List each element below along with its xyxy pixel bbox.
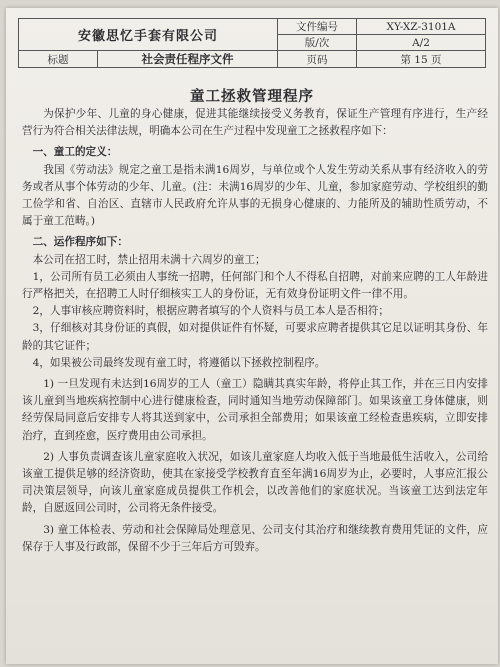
hiring-rule: 本公司在招工时，禁止招用未满十六周岁的童工；: [32, 253, 266, 266]
document-body: [22, 106, 488, 556]
doc-number: XY-XZ-3101A: [357, 19, 486, 35]
version-label: 版/次: [278, 35, 357, 51]
intro-paragraph: 为保护少年、儿童的身心健康，促进其能继续接受义务教育，保证生产管理有序进行，生产经营行为符合相关法律法规，明确本公司在生产过程中发现童工之拯救程序如下：: [22, 108, 488, 138]
procedure-item: 1，公司所有员工必须由人事统一招聘，任何部门和个人不得私自招聘，对前来应聘的工人年龄进行严格把关，在招聘工人时仔细核实工人的身份证，无有效身份证明文件一律不用。: [22, 270, 488, 301]
section-2-heading: 二、运作程序如下：: [32, 236, 128, 249]
document-page: [6, 8, 498, 664]
procedure-item: 2，人事审核应聘资料时，根据应聘者填写的个人资料与员工本人是否相符；: [32, 305, 389, 318]
version-value: A/2: [357, 35, 486, 51]
rescue-step: 1) 一旦发现有未达到16周岁的工人（童工）隐瞒其真实年龄，将停止其工作，并在三日内安排该儿童到当地疾病控制中心进行健康检查，同时通知当地劳动保障部门。如果该童工身体健康，则经劳保局同意后安排专人将其送到家中，公司承担全部费用；如果该童工经检查患疾病，立即安排治疗，直到痊愈，医疗费用由公司承担。: [22, 378, 488, 442]
rescue-step: 3) 童工体检表、劳动和社会保障局处理意见、公司支付其治疗和继续教育费用凭证的文件，应保存于人事及行政部，保留不少于三年后方可毁弃。: [22, 523, 488, 553]
title-label: 标题: [19, 51, 98, 68]
company-name: 安徽思忆手套有限公司: [19, 19, 278, 51]
procedure-item: 3，仔细核对其身份证的真假，如对提供证件有怀疑，可要求应聘者提供其它足以证明其身份、年龄的其它证件；: [22, 322, 488, 352]
doc-number-label: 文件编号: [278, 19, 357, 35]
document-title: 童工拯救管理程序: [190, 88, 314, 105]
page-number: 第 15 页: [357, 51, 486, 68]
procedure-item: 4，如果被公司最终发现有童工时，将遵循以下拯救控制程序。: [32, 356, 326, 369]
section-1-text: 我国《劳动法》规定之童工是指未满16周岁，与单位或个人发生劳动关系从事有经济收入的劳务或者从事个体劳动的少年、儿童。(注：未满16周岁的少年、儿童，参加家庭劳动、学校组织的勤工俭学和省、自治区、直辖市人民政府允许从事的无损身心健康的、力能所及的辅助性质劳动，不属于童工范畴。): [22, 163, 488, 228]
document-header-table: [18, 18, 486, 68]
rescue-step: 2) 人事负责调查该儿童家庭收入状况，如该儿童家庭人均收入低于当地最低生活收入，公司给该童工提供足够的经济资助，使其在家接受学校教育直至年满16周岁为止，必要时，人事应汇报公司决策层领导，向该儿童家庭成员提供工作机会，以改善他们的家庭状况。当该童工达到法定年龄，自愿返回公司时，公司将无条件接受。: [22, 450, 488, 515]
doc-type: 社会责任程序文件: [98, 51, 278, 68]
page-label: 页码: [278, 51, 357, 68]
section-1-heading: 一、童工的定义：: [32, 146, 118, 159]
